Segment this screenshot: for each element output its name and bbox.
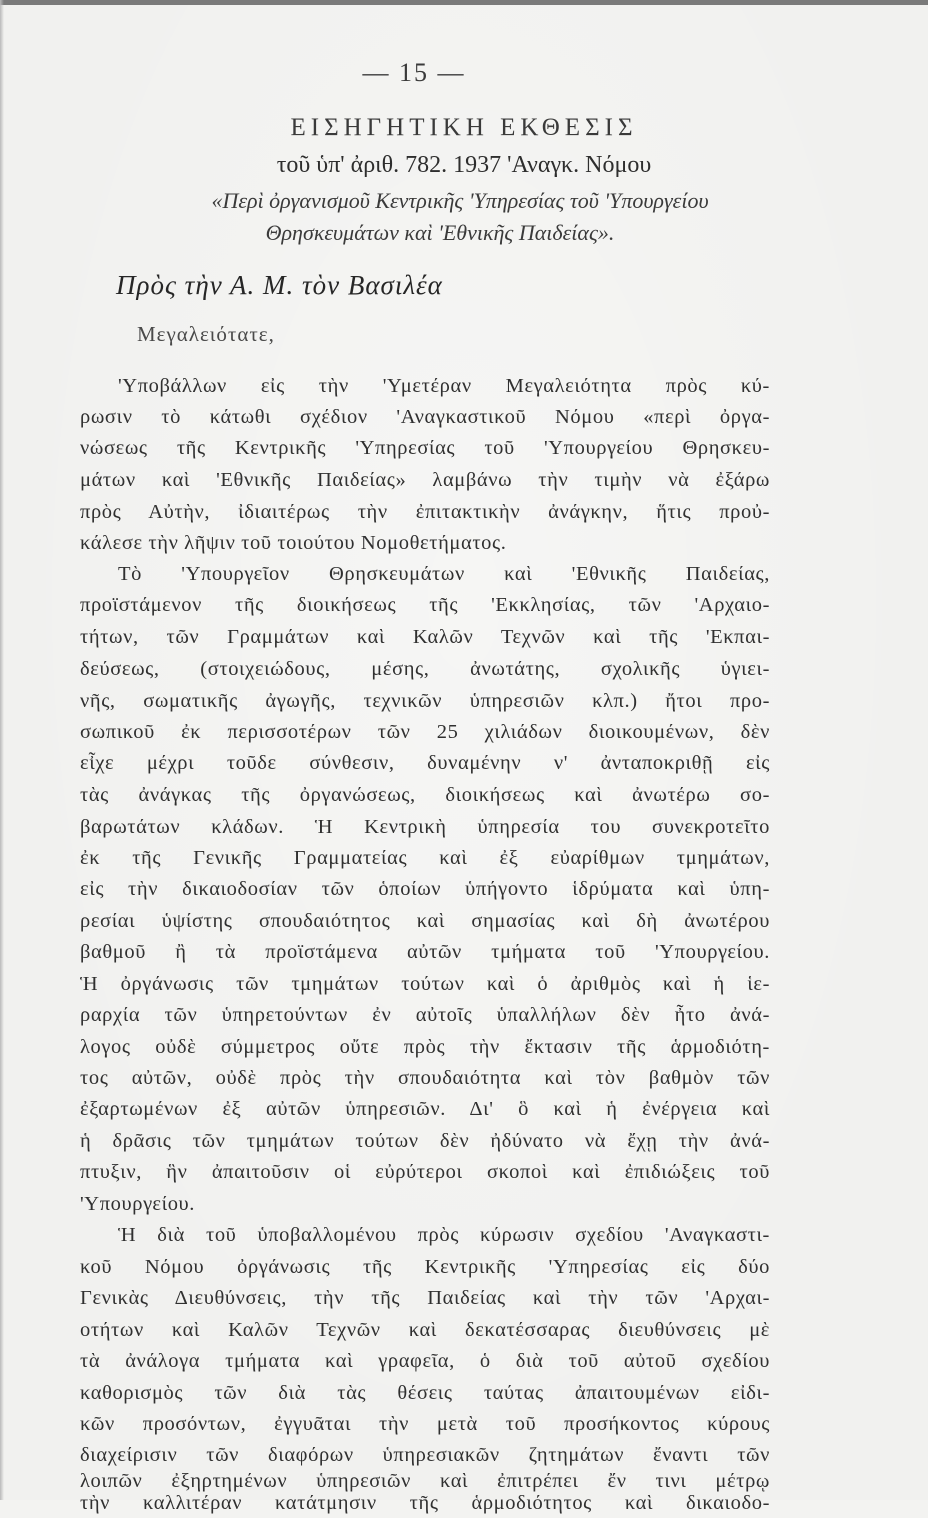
body-line-11: νῆς, σωματικῆς ἀγωγῆς, τεχνικῶν ὑπηρεσιῶν κλπ.) ἤτοι προ-: [80, 690, 770, 712]
body-line-34: κῶν προσόντων, ἐγγυᾶται τὴν μετὰ τοῦ προσήκοντος κύρους: [80, 1413, 770, 1435]
body-line-9: τήτων, τῶν Γραμμάτων καὶ Καλῶν Τεχνῶν καὶ τῆς 'Εκπαι-: [80, 626, 770, 648]
body-line-25: ἡ δρᾶσις τῶν τμημάτων τούτων δὲν ἠδύνατο νὰ ἔχῃ τὴν ἀνά-: [80, 1130, 770, 1152]
law-title-line-1: «Περὶ ὀργανισμοῦ Κεντρικῆς 'Υπηρεσίας τοῦ 'Υπουργείου: [211, 188, 709, 213]
body-line-10: δεύσεως, (στοιχειώδους, μέσης, ἀνωτάτης, σχολικῆς ὑγιει-: [80, 658, 770, 680]
body-line-2: ρωσιν τὸ κάτωθι σχέδιον 'Αναγκαστικοῦ Νόμου «περὶ ὀργα-: [80, 406, 770, 428]
body-line-36: λοιπῶν ἐξηρτημένων ὑπηρεσιῶν καὶ ἐπιτρέπει ἔν τινι μέτρῳ: [80, 1470, 770, 1492]
scan-top-border: [0, 0, 928, 5]
body-line-21: ραρχία τῶν ὑπηρετούντων ἐν αὐτοῖς ὑπαλλήλων δὲν ἦτο ἀνά-: [80, 1004, 770, 1026]
body-line-33: καθορισμὸς τῶν διὰ τὰς θέσεις ταύτας ἀπαιτουμένων εἰδι-: [80, 1382, 770, 1404]
body-line-12: σωπικοῦ ἐκ περισσοτέρων τῶν 25 χιλιάδων διοικουμένων, δὲν: [80, 721, 770, 743]
body-line-19: βαθμοῦ ἢ τὰ προϊστάμενα αὐτῶν τμήματα τοῦ 'Υπουργείου.: [80, 941, 770, 963]
body-line-29: κοῦ Νόμου ὀργάνωσις τῆς Κεντρικῆς 'Υπηρεσίας εἰς δύο: [80, 1256, 770, 1278]
document-subtitle: τοῦ ὑπ' ἀριθ. 782. 1937 'Αναγκ. Νόμου: [276, 152, 652, 178]
body-line-13: εἶχε μέχρι τοῦδε σύνθεσιν, δυναμένην ν' ἀνταποκριθῇ εἰς: [80, 752, 770, 774]
body-line-14: τὰς ἀνάγκας τῆς ὀργανώσεως, διοικήσεως καὶ ἀνωτέρω σο-: [80, 784, 770, 806]
body-line-20: Ἡ ὀργάνωσις τῶν τμημάτων τούτων καὶ ὁ ἀριθμὸς καὶ ἡ ἱε-: [80, 973, 770, 995]
body-line-27: 'Υπουργείου.: [80, 1193, 196, 1215]
body-line-17: εἰς τὴν δικαιοδοσίαν τῶν ὁποίων ὑπήγοντο ἱδρύματα καὶ ὑπη-: [80, 878, 770, 900]
salutation: Μεγαλειότατε,: [137, 322, 275, 346]
body-line-37: τὴν καλλιτέραν κατάτμησιν τῆς ἁρμοδιότητος καὶ δικαιοδο-: [80, 1492, 770, 1514]
body-line-32: τὰ ἀνάλογα τμήματα καὶ γραφεῖα, ὁ διὰ τοῦ αὐτοῦ σχεδίου: [80, 1350, 770, 1372]
body-line-3: νώσεως τῆς Κεντρικῆς 'Υπηρεσίας τοῦ 'Υπουργείου Θρησκευ-: [80, 437, 770, 459]
body-line-7: Τὸ 'Υπουργεῖον Θρησκευμάτων καὶ 'Εθνικῆς Παιδείας,: [118, 563, 770, 585]
body-line-26: πτυξιν, ἣν ἀπαιτοῦσιν οἱ εὐρύτεροι σκοποὶ καὶ ἐπιδιώξεις τοῦ: [80, 1161, 770, 1183]
body-line-24: ἐξαρτωμένων ἐξ αὐτῶν ὑπηρεσιῶν. Δι' ὃ καὶ ἡ ἐνέργεια καὶ: [80, 1098, 770, 1120]
body-line-16: ἐκ τῆς Γενικῆς Γραμματείας καὶ ἐξ εὐαρίθμων τμημάτων,: [80, 847, 770, 869]
law-title-line-2: Θρησκευμάτων καὶ 'Εθνικῆς Παιδείας».: [265, 220, 615, 245]
body-line-23: τος αὐτῶν, οὐδὲ πρὸς τὴν σπουδαιότητα καὶ τὸν βαθμὸν τῶν: [80, 1067, 770, 1089]
body-line-1: 'Υποβάλλων εἰς τὴν 'Υμετέραν Μεγαλειότητα πρὸς κύ-: [118, 375, 770, 397]
body-line-28: Ἡ διὰ τοῦ ὑποβαλλομένου πρὸς κύρωσιν σχεδίου 'Αναγκαστι-: [118, 1224, 770, 1246]
body-line-18: ρεσίαι ὑψίστης σπουδαιότητος καὶ σημασίας καὶ δὴ ἀνωτέρου: [80, 910, 770, 932]
body-line-8: προϊστάμενον τῆς διοικήσεως τῆς 'Εκκλησίας, τῶν 'Αρχαιο-: [80, 594, 770, 616]
body-line-22: λογος οὐδὲ σύμμετρος οὔτε πρὸς τὴν ἔκτασιν τῆς ἁρμοδιότη-: [80, 1036, 770, 1058]
body-line-31: οτήτων καὶ Καλῶν Τεχνῶν καὶ δεκατέσσαρας διευθύνσεις μὲ: [80, 1319, 770, 1341]
body-line-4: μάτων καὶ 'Εθνικῆς Παιδείας» λαμβάνω τὴν τιμὴν νὰ ἐξάρω: [80, 469, 770, 491]
document-title: ΕΙΣΗΓΗΤΙΚΗ ΕΚΘΕΣΙΣ: [290, 114, 638, 141]
body-line-5: πρὸς Αὐτὴν, ἰδιαιτέρως τὴν ἐπιτακτικὴν ἀνάγκην, ἥτις προὐ-: [80, 501, 770, 523]
body-line-30: Γενικὰς Διευθύνσεις, τὴν τῆς Παιδείας καὶ τὴν τῶν 'Αρχαι-: [80, 1287, 770, 1309]
body-line-6: κάλεσε τὴν λῆψιν τοῦ τοιούτου Νομοθετήματος.: [80, 532, 507, 554]
body-line-35: διαχείρισιν τῶν διαφόρων ὑπηρεσιακῶν ζητημάτων ἔναντι τῶν: [80, 1444, 770, 1466]
page-number: — 15 —: [362, 58, 466, 87]
scan-left-shadow: [0, 0, 4, 1500]
addressee-heading: Πρὸς τὴν Α. Μ. τὸν Βασιλέα: [116, 270, 443, 300]
body-line-15: βαρωτάτων κλάδων. Ἡ Κεντρικὴ ὑπηρεσία του συνεκροτεῖτο: [80, 816, 770, 838]
